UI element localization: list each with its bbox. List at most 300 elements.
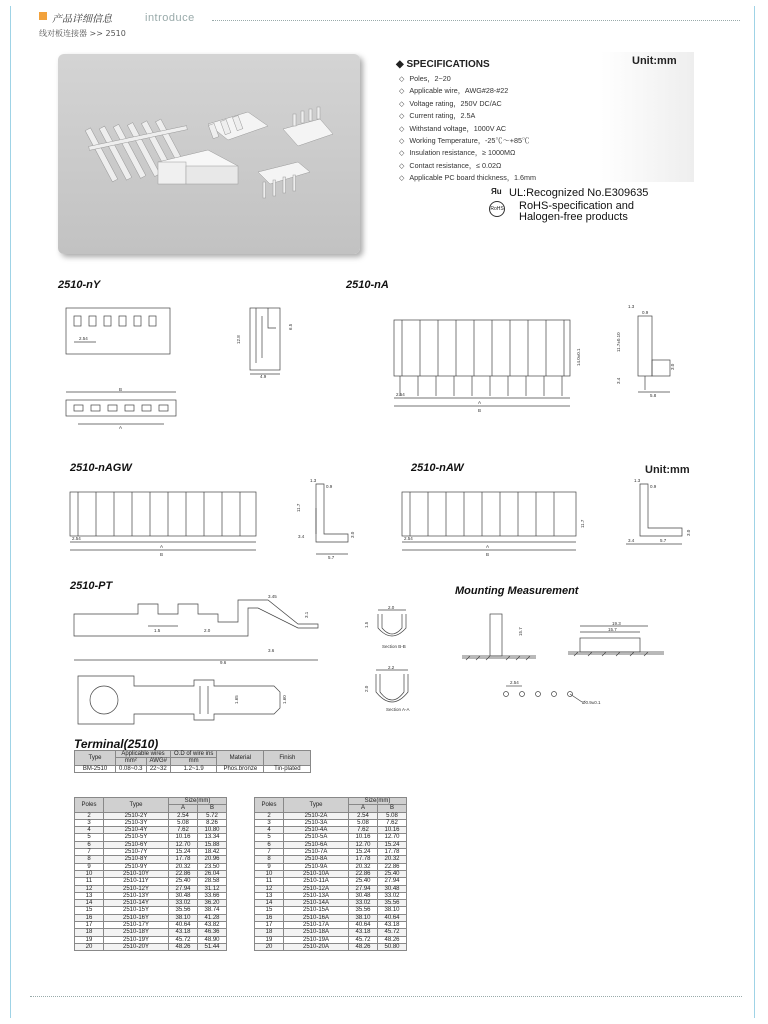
table-cell: 33.02 [169,900,198,907]
header-title-en: introduce [145,12,195,24]
poles-table-a [254,797,407,951]
table-cell: 33.66 [198,892,227,899]
table-cell: 20 [75,943,104,950]
table-cell: 5.72 [198,812,227,819]
spec-item: ◇ Withstand voltage，1000V AC [399,123,536,135]
table-cell: 10.80 [198,827,227,834]
table-cell: 9 [75,863,104,870]
table-cell: 17.78 [349,856,378,863]
section-title-2510-nAW: 2510-nAW [411,462,464,474]
table-cell: 2 [75,812,104,819]
section-label: Section B-B [382,644,406,649]
table-cell: 11 [255,878,284,885]
table-row [75,827,227,834]
table-cell: 38.10 [378,907,407,914]
section-title-mounting: Mounting Measurement [455,585,579,597]
product-photo-image [58,54,360,254]
spec-item: ◇ Insulation resistance，≥ 1000MΩ [399,147,536,159]
dim-label: 2.54 [79,336,88,341]
table-cell: 33.02 [349,900,378,907]
table-cell: 35.56 [169,907,198,914]
table-row [255,856,407,863]
table-cell: 45.72 [378,929,407,936]
table-row [255,885,407,892]
poles-table-y [74,797,227,951]
table-header: Material [217,751,264,766]
table-cell: 2.54 [349,812,378,819]
table-cell: 2510-16Y [104,914,169,921]
dim-label: 2.54 [404,536,413,541]
table-cell: 11 [75,878,104,885]
table-cell: 38.10 [169,914,198,921]
dim-label: 3.4 [298,534,305,539]
table-cell: 12 [75,885,104,892]
table-cell: 7 [75,849,104,856]
table-cell: 2510-11Y [104,878,169,885]
dim-label: 5.7 [328,555,335,560]
table-cell: 48.26 [349,943,378,950]
dim-label: 1.60 [282,695,287,704]
drawing-2510-nAW-side [620,478,700,558]
table-cell: 2510-8A [284,856,349,863]
table-cell: 48.90 [198,936,227,943]
table-cell: 2510-19Y [104,936,169,943]
specifications-list [399,73,536,185]
dim-label: 11.7 [296,503,301,512]
dim-label: 14.0±0.1 [576,348,581,366]
table-cell: 18 [255,929,284,936]
table-cell: 10.16 [349,834,378,841]
table-cell: 2510-19A [284,936,349,943]
drawing-2510-nA-front [390,316,590,416]
section-title-2510-nA: 2510-nA [346,279,389,291]
table-cell: 18.42 [198,849,227,856]
table-cell: 16 [255,914,284,921]
dim-label: 1.5 [364,621,369,628]
table-cell: 2510-9Y [104,863,169,870]
table-cell: 2 [255,812,284,819]
table-cell: 26.04 [198,870,227,877]
table-cell: 12.70 [169,841,198,848]
drawing-2510-nY-bottom [66,388,186,438]
specifications-title-text: SPECIFICATIONS [406,59,490,70]
table-row [75,936,227,943]
table-row [255,936,407,943]
dim-label: 1.5 [154,628,161,633]
table-cell: 3 [255,819,284,826]
table-cell: Phos.bronze [217,765,264,772]
table-cell: 1.2~1.9 [170,765,216,772]
table-row [75,849,227,856]
table-cell: 12.70 [349,841,378,848]
table-cell: 12 [255,885,284,892]
dim-label: 19.3 [612,621,621,626]
table-cell: 2510-9A [284,863,349,870]
unit-label: Unit:mm [632,55,677,67]
drawing-2510-nY-side [236,308,318,379]
table-cell: 23.50 [198,863,227,870]
drawing-2510-nAW-front [396,488,596,568]
table-cell: 17.78 [378,849,407,856]
table-row [255,819,407,826]
table-header: Poles [255,798,284,813]
table-cell: 8.26 [198,819,227,826]
table-header: Size(mm) [169,798,227,805]
table-cell: 2510-5Y [104,834,169,841]
table-cell: 2510-6Y [104,841,169,848]
table-row [255,827,407,834]
table-cell: 2510-3Y [104,819,169,826]
table-cell: 20 [255,943,284,950]
dim-label: 4.9 [260,374,267,379]
table-row [255,922,407,929]
table-cell: 38.74 [198,907,227,914]
table-cell: 13 [75,892,104,899]
table-cell: 43.18 [169,929,198,936]
table-row [75,907,227,914]
table-row [75,834,227,841]
unit-label-2: Unit:mm [645,464,690,476]
dim-label: 2.0 [364,685,369,692]
drawing-section-b-b [362,606,422,652]
table-cell: 5 [75,834,104,841]
table-row [75,929,227,936]
drawing-section-a-a [362,664,422,714]
table-cell: 2510-11A [284,878,349,885]
dim-label: 12.8 [236,335,241,344]
table-row [255,812,407,819]
table-cell: 30.48 [378,885,407,892]
table-cell: 40.64 [349,922,378,929]
table-cell: 5.08 [378,812,407,819]
table-row [75,841,227,848]
table-cell: 2510-2A [284,812,349,819]
table-cell: 45.72 [169,936,198,943]
table-cell: 12.70 [378,834,407,841]
spec-item: ◇ Voltage rating，250V DC/AC [399,98,536,110]
table-cell: 27.94 [169,885,198,892]
table-cell: 2510-12A [284,885,349,892]
table-header: Size(mm) [349,798,407,805]
dim-label: 2.54 [396,392,405,397]
page-border-right [754,6,755,1018]
product-photo [58,54,360,254]
table-cell: 50.80 [378,943,407,950]
table-cell: 14 [75,900,104,907]
table-cell: 17 [75,922,104,929]
spec-item: ◇ Current rating，2.5A [399,110,536,122]
dim-label: B [486,552,490,557]
table-header: Finish [264,751,311,766]
dim-label: A [119,425,123,430]
table-row [75,812,227,819]
drawing-mounting-side [568,620,678,670]
table-cell: 15.24 [169,849,198,856]
table-cell: 2510-4A [284,827,349,834]
table-row [255,870,407,877]
table-cell: 22.86 [349,870,378,877]
dim-label: 2.54 [72,536,81,541]
table-cell: 15 [255,907,284,914]
table-header: Type [75,751,116,766]
table-subheader: mm² [116,758,147,765]
dim-label: 2.0 [388,605,395,610]
dim-label: 2.54 [510,680,519,685]
table-cell: 2.54 [169,812,198,819]
page-border-left [10,6,11,1018]
table-header: Type [104,798,169,813]
table-cell: 8 [75,856,104,863]
table-header: B [378,805,407,812]
table-cell: 40.64 [378,914,407,921]
table-cell: 31.12 [198,885,227,892]
table-cell: 2510-13Y [104,892,169,899]
spec-item: ◇ Applicable PC board thickness，1.6mm [399,172,536,184]
table-row [255,834,407,841]
table-cell: 2510-20A [284,943,349,950]
table-cell: 2510-10Y [104,870,169,877]
drawing-2510-PT-bottom [74,672,304,732]
table-cell: 33.02 [378,892,407,899]
ul-certification: UL:Recognized No.E309635 [509,187,649,199]
header-title-cn: 产品详细信息 [52,14,112,25]
table-cell: 20.96 [198,856,227,863]
table-cell: 35.56 [378,900,407,907]
drawing-2510-nY-front [66,308,176,368]
table-row [75,892,227,899]
section-title-terminal: Terminal(2510) [74,737,159,751]
table-cell: 2510-8Y [104,856,169,863]
breadcrumb[interactable]: 线对板连接器 >> 2510 [39,29,126,38]
table-cell: 48.26 [169,943,198,950]
table-cell: 43.18 [378,922,407,929]
dim-label: A [160,544,164,549]
table-row [255,907,407,914]
table-row [255,892,407,899]
table-row [75,922,227,929]
table-cell: 10.16 [378,827,407,834]
table-row [255,849,407,856]
table-header: Applicable wires [116,751,171,758]
table-cell: 15.24 [378,841,407,848]
table-row [75,765,311,772]
table-cell: 2510-17A [284,922,349,929]
table-cell: 22.86 [169,870,198,877]
table-cell: 2510-18A [284,929,349,936]
terminal-table [74,750,311,773]
table-row [75,856,227,863]
drawing-2510-nAGW-front [64,488,264,568]
dim-label: B [160,552,164,557]
table-cell: 9 [255,863,284,870]
dim-label: A [486,544,490,549]
spec-item: ◇ Working Temperature，-25℃～+85℃ [399,135,536,147]
table-row [75,863,227,870]
table-cell: 2510-13A [284,892,349,899]
dim-label: Ø0.9±0.1 [582,700,601,705]
table-cell: 10 [75,870,104,877]
table-subheader: mm [170,758,216,765]
table-cell: 30.48 [349,892,378,899]
table-cell: 43.82 [198,922,227,929]
table-cell: 10.16 [169,834,198,841]
table-cell: 25.40 [378,870,407,877]
table-cell: 7.62 [378,819,407,826]
table-cell: 13 [255,892,284,899]
table-cell: 35.56 [349,907,378,914]
table-cell: 3 [75,819,104,826]
section-title-2510-nAGW: 2510-nAGW [70,462,132,474]
table-cell: 5.08 [349,819,378,826]
section-title-2510-PT: 2510-PT [70,580,113,592]
table-cell: 7 [255,849,284,856]
table-cell: 2510-20Y [104,943,169,950]
rohs-line-2: Halogen-free products [519,211,628,223]
rohs-logo-icon: RoHS [489,201,505,217]
table-subheader: AWG# [146,758,170,765]
table-cell: 13.34 [198,834,227,841]
dim-label: 1.65 [234,695,239,704]
table-cell: 7.62 [169,827,198,834]
drawing-mounting-front [462,606,542,666]
table-cell: 5 [255,834,284,841]
table-cell: 2510-12Y [104,885,169,892]
table-row [75,900,227,907]
table-cell: 2510-18Y [104,929,169,936]
table-cell: 2510-6A [284,841,349,848]
ul-logo-icon: Яu [491,187,502,196]
table-cell: 2510-17Y [104,922,169,929]
table-cell: 7.62 [349,827,378,834]
table-header: Poles [75,798,104,813]
dim-label: 0.9 [650,484,657,489]
table-cell: 18 [75,929,104,936]
table-row [75,819,227,826]
table-cell: 25.40 [349,878,378,885]
dim-label: B [119,387,123,392]
table-row [75,943,227,950]
dim-label: 3.4 [616,377,621,384]
spec-item: ◇ Contact resistance，≤ 0.02Ω [399,160,536,172]
table-row [255,943,407,950]
drawing-2510-PT-top [68,594,338,664]
table-cell: 43.18 [349,929,378,936]
dim-label: 15.7 [518,627,523,636]
dim-label: 1.3 [628,304,635,309]
drawing-2510-nA-side [614,304,694,404]
table-cell: 2510-14A [284,900,349,907]
table-cell: 20.32 [169,863,198,870]
dim-label: 0.9 [642,310,649,315]
table-cell: BM-2510 [75,765,116,772]
table-cell: 27.94 [349,885,378,892]
table-cell: 2510-14Y [104,900,169,907]
header-divider [212,20,740,21]
table-cell: 8 [255,856,284,863]
table-cell: 17 [255,922,284,929]
table-row [75,914,227,921]
dim-label: B [478,408,482,413]
table-row [75,870,227,877]
dim-label: 3.4 [628,538,635,543]
table-cell: 2510-15Y [104,907,169,914]
table-row [255,929,407,936]
table-cell: 36.20 [198,900,227,907]
table-cell: 2510-7Y [104,849,169,856]
table-cell: 40.64 [169,922,198,929]
table-cell: 14 [255,900,284,907]
spec-item: ◇ Applicable wire，AWG#28-#22 [399,85,536,97]
table-cell: 15.88 [198,841,227,848]
dim-label: 2.2 [388,665,395,670]
table-cell: 10 [255,870,284,877]
table-cell: 15.24 [349,849,378,856]
table-cell: 15 [75,907,104,914]
table-cell: 17.78 [169,856,198,863]
dim-label: 2.0 [204,628,211,633]
table-row [255,900,407,907]
table-cell: 2510-3A [284,819,349,826]
table-row [255,914,407,921]
table-cell: 20.32 [378,856,407,863]
table-cell: 0.08~0.3 [116,765,147,772]
table-row [255,863,407,870]
table-cell: 6 [255,841,284,848]
table-cell: 2510-4Y [104,827,169,834]
dim-label: 11.7±0.10 [616,332,621,352]
dim-label: 3.1 [304,611,309,618]
dim-label: 0.9 [326,484,333,489]
specifications-title: ◆ SPECIFICATIONS [396,59,490,70]
table-cell: 41.28 [198,914,227,921]
table-cell: 2510-15A [284,907,349,914]
table-header: A [169,805,198,812]
table-cell: 2510-10A [284,870,349,877]
table-cell: 28.58 [198,878,227,885]
table-cell: 38.10 [349,914,378,921]
table-cell: 25.40 [169,878,198,885]
rohs-line-1: RoHS-specification and [519,200,634,212]
table-cell: 20.32 [349,863,378,870]
section-title-2510-nY: 2510-nY [58,279,101,291]
dim-label: 3.0 [686,529,691,536]
table-row [255,878,407,885]
dim-label: 5.8 [650,393,657,398]
dim-label: 1.3 [634,478,641,483]
dim-label: 3.0 [350,531,355,538]
header-marker-icon [39,12,47,20]
table-cell: 22.86 [378,863,407,870]
table-header: Type [284,798,349,813]
dim-label: 9.6 [220,660,227,665]
table-cell: 51.44 [198,943,227,950]
dim-label: 1.3 [310,478,317,483]
table-cell: 2510-2Y [104,812,169,819]
table-header: B [198,805,227,812]
table-cell: 27.94 [378,878,407,885]
table-cell: 2510-5A [284,834,349,841]
dim-label: 3.45 [268,594,277,599]
section-label: Section A-A [386,707,410,712]
table-cell: 2510-7A [284,849,349,856]
table-cell: 16 [75,914,104,921]
footer-divider [30,996,742,997]
table-header: O.D of wire ins [170,751,216,758]
table-cell: 4 [255,827,284,834]
dim-label: 3.0 [670,363,675,370]
table-cell: Tin-plated [264,765,311,772]
table-cell: 19 [75,936,104,943]
